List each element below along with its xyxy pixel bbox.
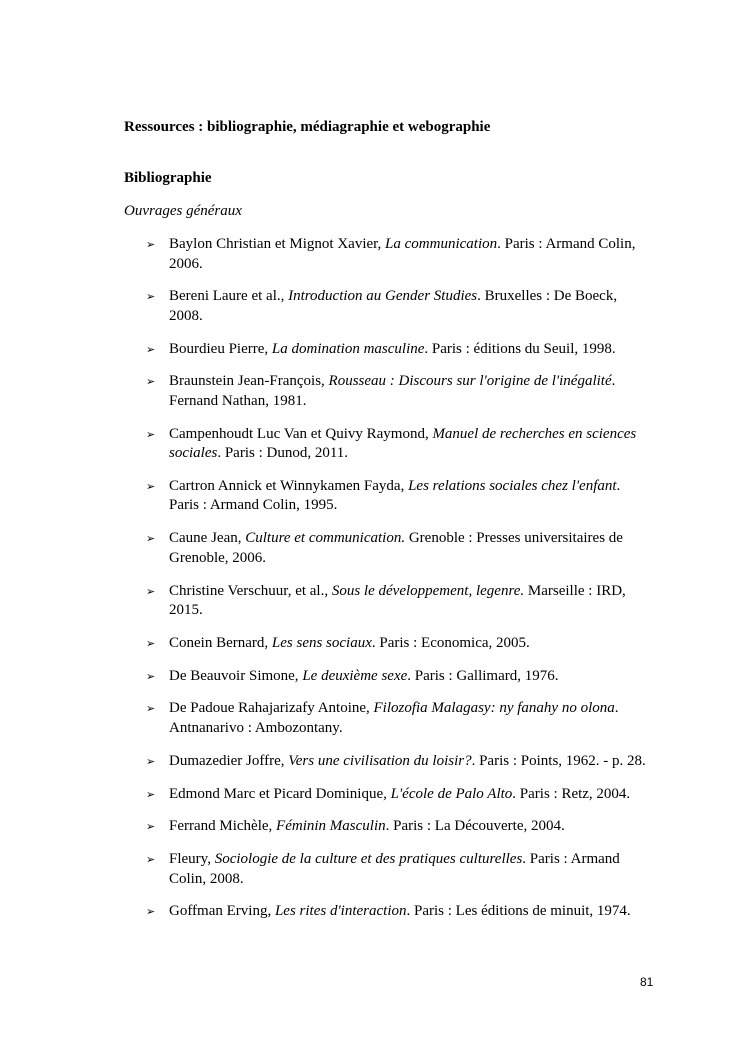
entry-author: Dumazedier Joffre, — [169, 752, 289, 769]
arrowhead-bullet-icon: ➢ — [146, 479, 156, 493]
entry-author: Caune Jean, — [169, 530, 246, 547]
entry-publication: . Paris : Les éditions de minuit, 1974. — [406, 903, 631, 920]
entry-title: Manuel de recherches en sciences sociales — [169, 425, 637, 462]
entry-publication: . Paris : Dunod, 2011. — [217, 445, 349, 462]
entry-publication: . Paris : La Découverte, 2004. — [385, 818, 565, 835]
entry-author: Ferrand Michèle, — [169, 818, 277, 835]
entry-title: Féminin Masculin — [276, 818, 386, 835]
entry-title: Culture et communication. — [245, 530, 406, 547]
bibliography-entry — [146, 582, 652, 621]
entry-publication: . Antnanarivo : Ambozontany. — [169, 700, 619, 736]
arrowhead-bullet-icon: ➢ — [146, 905, 156, 919]
bibliography-entry — [146, 667, 652, 687]
arrowhead-bullet-icon: ➢ — [146, 584, 156, 598]
entry-author: Braunstein Jean-François, — [169, 373, 329, 390]
arrowhead-bullet-icon: ➢ — [146, 853, 156, 867]
entry-publication: . Paris : Gallimard, 1976. — [407, 667, 559, 684]
entry-title: Sous le développement, legenre. — [331, 582, 525, 599]
bibliography-entry — [146, 752, 652, 772]
entry-title: Les sens sociaux — [271, 634, 372, 651]
arrowhead-bullet-icon: ➢ — [146, 375, 156, 389]
entry-title: , L'école de Palo Alto — [383, 785, 513, 802]
entry-publication: Grenoble : Presses universitaires de Grenoble, 2006. — [169, 530, 623, 566]
bibliography-entry — [146, 529, 652, 568]
entry-title: Les relations sociales chez l'enfant — [408, 477, 617, 494]
entry-author: De Beauvoir Simone, — [169, 667, 303, 684]
entry-title: Introduction au Gender Studies — [288, 288, 478, 305]
bibliography-entry — [146, 372, 652, 411]
bibliography-entry — [146, 425, 652, 464]
entry-title: La domination masculine — [271, 340, 425, 357]
entry-title: Sociologie de la culture et des pratiques culturelles — [214, 851, 523, 868]
entry-title: La communication — [385, 236, 498, 252]
arrowhead-bullet-icon: ➢ — [146, 754, 156, 768]
entry-author: Campenhoudt Luc Van et Quivy Raymond, — [169, 425, 433, 442]
bibliography-entry — [146, 340, 652, 360]
entry-publication: . Paris : Points, 1962. - p. 28. — [471, 752, 646, 769]
entry-publication: . Paris : Armand Colin, 1995. — [169, 477, 621, 514]
entry-author: Edmond Marc et Picard Dominique — [169, 785, 384, 802]
bibliography-entry — [146, 287, 652, 326]
entry-publication: . Fernand Nathan, 1981. — [169, 373, 616, 409]
entry-publication: Marseille : IRD, 2015. — [169, 582, 626, 619]
arrowhead-bullet-icon: ➢ — [146, 787, 156, 801]
arrowhead-bullet-icon: ➢ — [146, 290, 156, 304]
entry-author: Bourdieu Pierre, — [169, 340, 272, 357]
entry-author: Bereni Laure et al., — [169, 288, 289, 305]
arrowhead-bullet-icon: ➢ — [146, 238, 156, 251]
page-number: 81 — [640, 975, 654, 989]
section-heading: Bibliographie — [124, 170, 212, 186]
entry-author: Cartron Annick et Winnykamen Fayda, — [169, 477, 409, 494]
entry-author: Baylon Christian et Mignot Xavier, — [169, 236, 386, 252]
arrowhead-bullet-icon: ➢ — [146, 342, 156, 356]
bibliography-entry — [146, 850, 652, 889]
arrowhead-bullet-icon: ➢ — [146, 702, 156, 716]
bibliography-entry — [146, 785, 652, 805]
entry-author: Goffman Erving, — [169, 903, 275, 920]
bibliography-list — [146, 235, 652, 935]
entry-author: Conein Bernard, — [169, 634, 272, 651]
arrowhead-bullet-icon: ➢ — [146, 669, 156, 683]
entry-author: Fleury, — [169, 851, 215, 868]
arrowhead-bullet-icon: ➢ — [146, 820, 156, 834]
bibliography-entry — [146, 477, 652, 516]
entry-publication: . Paris : Armand Colin, 2006. — [169, 236, 636, 272]
entry-author: Christine Verschuur, et al., — [169, 582, 332, 599]
entry-author: De Padoue Rahajarizafy Antoine, — [169, 700, 374, 717]
entry-title: Vers une civilisation du loisir? — [288, 752, 472, 769]
entry-title: Les rites d'interaction — [274, 903, 407, 920]
page-title: Ressources : bibliographie, médiagraphie et webographie — [124, 119, 491, 135]
bibliography-entry — [146, 235, 652, 274]
bibliography-entry — [146, 699, 652, 738]
arrowhead-bullet-icon: ➢ — [146, 427, 156, 441]
bibliography-entry — [146, 817, 652, 837]
entry-title: Le deuxième sexe — [302, 667, 408, 684]
subsection-heading: Ouvrages généraux — [124, 203, 242, 219]
entry-publication: . Paris : Economica, 2005. — [371, 634, 530, 651]
arrowhead-bullet-icon: ➢ — [146, 636, 156, 650]
bibliography-entry — [146, 634, 652, 654]
entry-publication: . Paris : éditions du Seuil, 1998. — [424, 340, 616, 357]
arrowhead-bullet-icon: ➢ — [146, 532, 156, 546]
entry-title: Rousseau : Discours sur l'origine de l'inégalité — [328, 373, 612, 390]
entry-publication: . Paris : Retz, 2004. — [512, 785, 631, 802]
bibliography-entry — [146, 902, 652, 922]
entry-publication: . Bruxelles : De Boeck, 2008. — [169, 288, 618, 324]
entry-publication: . Paris : Armand Colin, 2008. — [169, 851, 620, 887]
entry-title: Filozofia Malagasy: ny fanahy no olona — [373, 700, 615, 717]
